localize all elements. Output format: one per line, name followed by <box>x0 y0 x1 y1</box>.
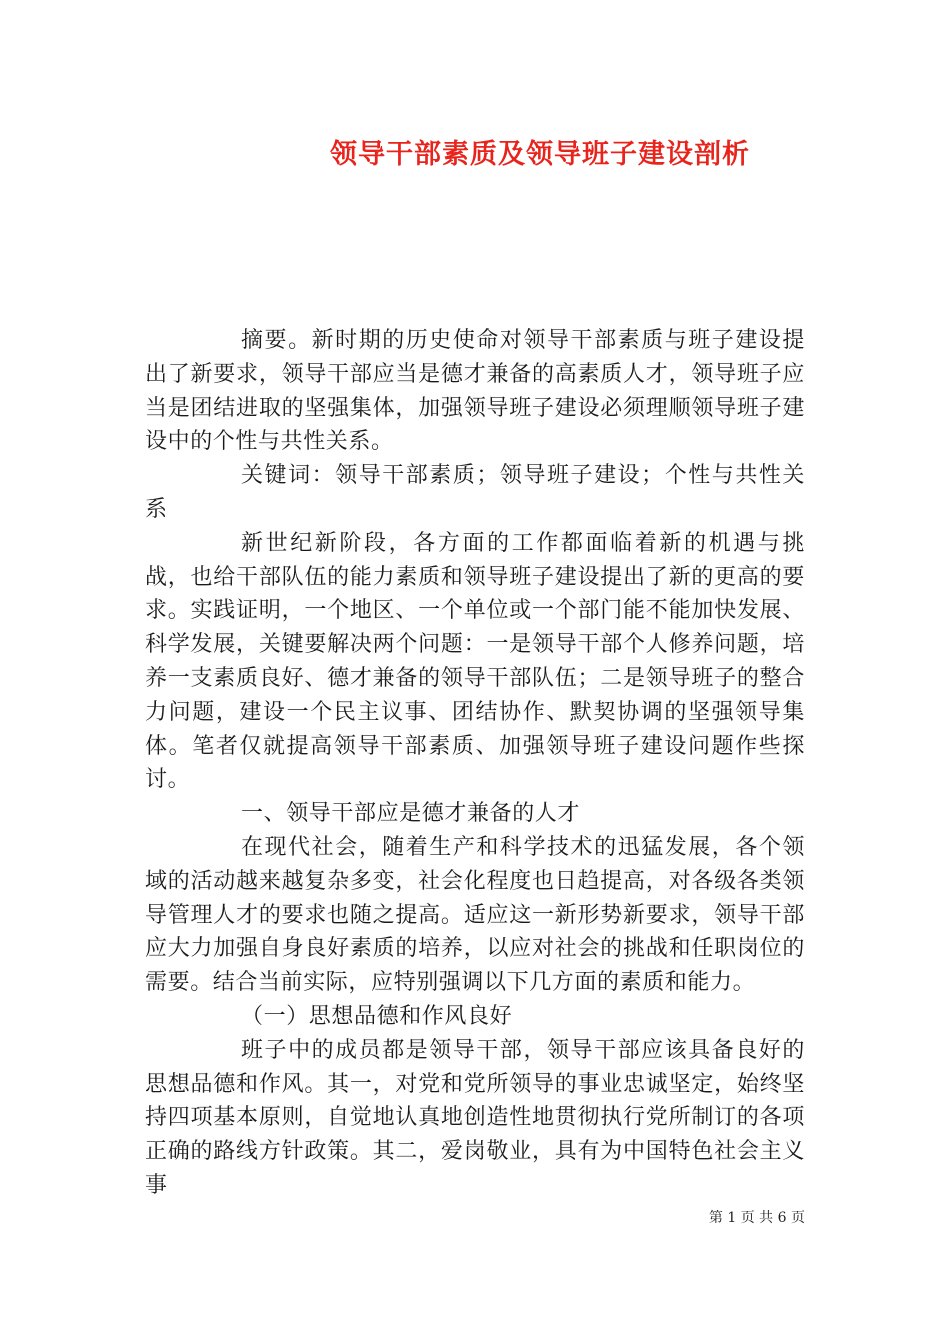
section-1-paragraph: 在现代社会，随着生产和科学技术的迅猛发展，各个领域的活动越来越复杂多变，社会化程度也日趋提高，对各级各类领导管理人才的要求也随之提高。适应这一新形势新要求，领导干部应大力加强自身良好素质的培养，以应对社会的挑战和任职岗位的需要。结合当前实际，应特别强调以下几方面的素质和能力。 <box>145 834 805 996</box>
document-body <box>145 324 805 1203</box>
keywords-paragraph: 关键词：领导干部素质；领导班子建设；个性与共性关系 <box>145 463 805 522</box>
subsection-heading-1: （一）思想品德和作风良好 <box>241 1003 513 1029</box>
intro-paragraph: 新世纪新阶段，各方面的工作都面临着新的机遇与挑战，也给干部队伍的能力素质和领导班子建设提出了新的更高的要求。实践证明，一个地区、一个单位或一个部门能不能加快发展、科学发展，关键要解决两个问题：一是领导干部个人修养问题，培养一支素质良好、德才兼备的领导干部队伍；二是领导班子的整合力问题，建设一个民主议事、团结协作、默契协调的坚强领导集体。笔者仅就提高领导干部素质、加强领导班子建设问题作些探讨。 <box>145 530 805 793</box>
page-number-footer: 第 1 页 共 6 页 <box>708 1210 805 1226</box>
abstract-paragraph: 摘要。新时期的历史使命对领导干部素质与班子建设提出了新要求，领导干部应当是德才兼备的高素质人才，领导班子应当是团结进取的坚强集体，加强领导班子建设必须理顺领导班子建设中的个性与共性关系。 <box>145 328 805 455</box>
subsection-1-paragraph: 班子中的成员都是领导干部，领导干部应该具备良好的思想品德和作风。其一，对党和党所领导的事业忠诚坚定，始终坚持四项基本原则，自觉地认真地创造性地贯彻执行党所制订的各项正确的路线方针政策。其二，爱岗敬业，具有为中国特色社会主义事 <box>145 1037 805 1198</box>
section-heading-1: 一、领导干部应是德才兼备的人才 <box>241 801 581 827</box>
document-title: 领导干部素质及领导班子建设剖析 <box>330 139 750 170</box>
